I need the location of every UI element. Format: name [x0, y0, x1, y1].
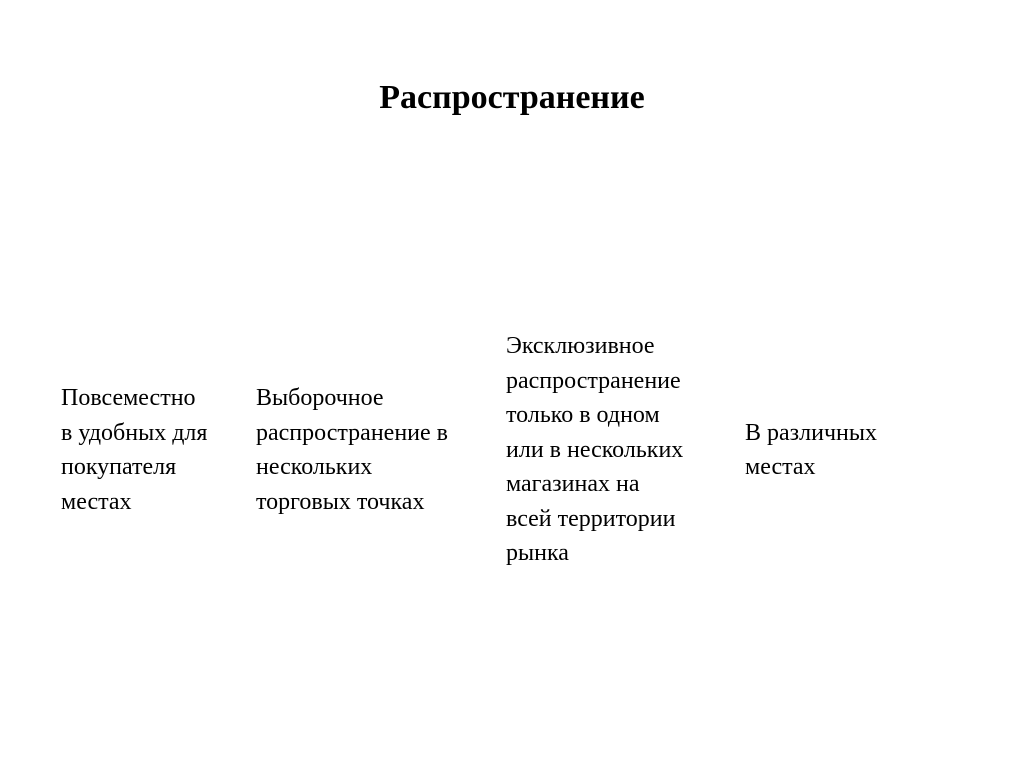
column-exclusive-text: Эксклюзивное распространение только в одном или в нескольких магазинах на всей территории рынка: [506, 333, 684, 567]
slide-title: Распространение: [379, 79, 645, 116]
column-various-text: В различных местах: [745, 419, 877, 480]
column-selective-text: Выборочное распространение в нескольких торговых точках: [256, 385, 448, 515]
distribution-columns: [0, 300, 1024, 580]
column-intensive: [61, 312, 246, 588]
column-various: [745, 312, 955, 588]
column-intensive-text: Повсеместно в удобных для покупателя местах: [61, 385, 208, 515]
column-exclusive: [506, 312, 736, 588]
column-selective: [256, 312, 496, 588]
